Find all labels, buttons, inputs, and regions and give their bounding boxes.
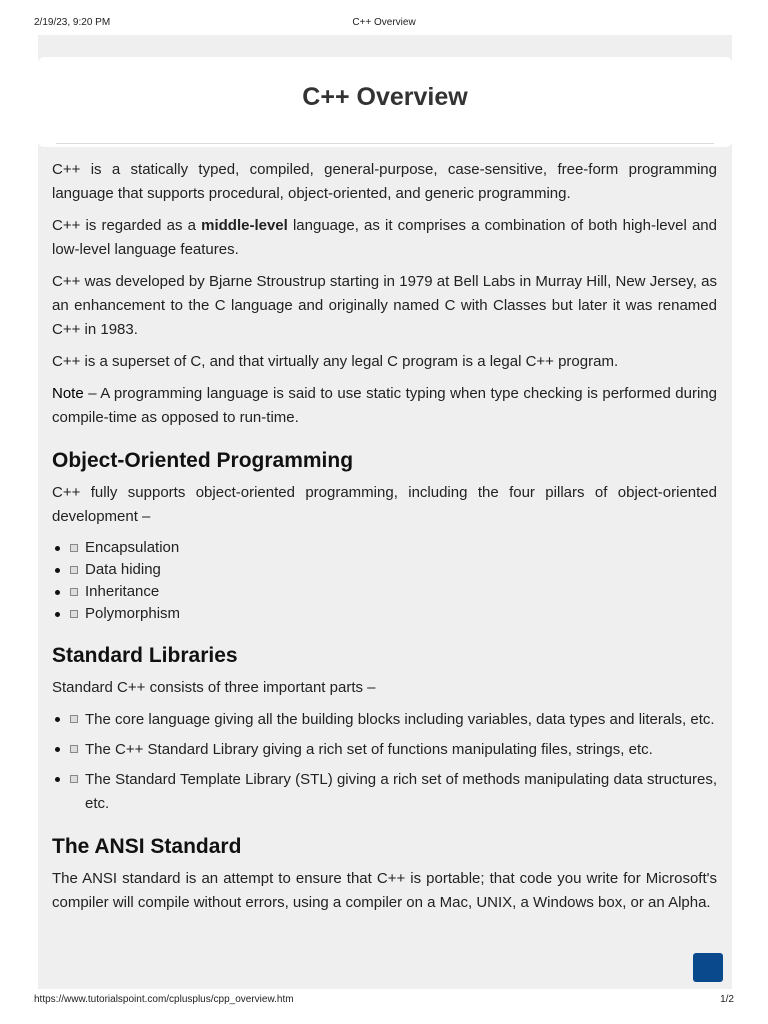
list-item (85, 581, 717, 603)
bullet-square-icon (70, 610, 78, 618)
note-paragraph (52, 382, 717, 430)
bullet-square-icon (70, 745, 78, 753)
scroll-to-top-button[interactable] (693, 953, 723, 982)
intro-p2-end: language, as it comprises a combination of both high-level and low-level language features. (52, 217, 717, 258)
heading-oop: Object-Oriented Programming (52, 449, 354, 472)
oop-list (52, 537, 717, 625)
bullet-square-icon (70, 715, 78, 723)
list-item-text: The C++ Standard Library giving a rich set of functions manipulating files, strings, etc. (85, 741, 653, 758)
intro-paragraph-3: C++ was developed by Bjarne Stroustrup starting in 1979 at Bell Labs in Murray Hill, New Jersey, as an enhancement to the C language and originally named C with Classes but later it was renamed C++ in 1983. (52, 273, 717, 338)
list-item (85, 537, 717, 559)
oop-paragraph: C++ fully supports object-oriented programming, including the four pillars of object-oriented development – (52, 484, 717, 525)
print-header (34, 17, 734, 31)
title-divider (56, 143, 714, 144)
print-page-number: 1/2 (720, 994, 734, 1005)
intro-paragraph-4: C++ is a superset of C, and that virtually any legal C program is a legal C++ program. (52, 353, 619, 370)
list-item-text: Polymorphism (85, 605, 181, 622)
heading-standard-libraries: Standard Libraries (52, 644, 238, 667)
intro-paragraph-2 (52, 214, 717, 262)
stdlib-list (52, 708, 717, 816)
bullet-square-icon (70, 588, 78, 596)
list-item (85, 559, 717, 581)
print-doc-title: C++ Overview (352, 17, 416, 28)
print-url: https://www.tutorialspoint.com/cplusplus/cpp_overview.htm (34, 994, 294, 1005)
article-page (38, 35, 732, 989)
middle-level-term: middle-level (201, 217, 288, 234)
print-datetime: 2/19/23, 9:20 PM (34, 17, 111, 28)
list-item-text: The Standard Template Library (STL) giving a rich set of methods manipulating data structures, etc. (85, 771, 717, 812)
title-card (38, 57, 732, 147)
heading-ansi-standard: The ANSI Standard (52, 835, 242, 858)
list-item (85, 603, 717, 625)
page-title: C++ Overview (302, 83, 468, 111)
intro-paragraph-1: C++ is a statically typed, compiled, general-purpose, case-sensitive, free-form programming language that supports procedural, object-oriented, and generic programming. (52, 161, 717, 202)
list-item-text: Data hiding (85, 561, 161, 578)
print-footer (34, 994, 734, 1008)
stdlib-paragraph: Standard C++ consists of three important parts – (52, 679, 376, 696)
bullet-square-icon (70, 544, 78, 552)
list-item (85, 738, 717, 762)
list-item-text: Inheritance (85, 583, 160, 600)
list-item (85, 708, 717, 732)
list-item (85, 768, 717, 816)
note-label: Note (52, 385, 84, 402)
note-text: – A programming language is said to use static typing when type checking is performed during compile-time as opposed to run-time. (52, 385, 717, 426)
bullet-square-icon (70, 566, 78, 574)
intro-p2-start: C++ is regarded as a (52, 217, 202, 234)
list-item-text: Encapsulation (85, 539, 180, 556)
list-item-text: The core language giving all the building blocks including variables, data types and literals, etc. (85, 711, 715, 728)
ansi-paragraph: The ANSI standard is an attempt to ensure that C++ is portable; that code you write for Microsoft's compiler will compile without errors, using a compiler on a Mac, UNIX, a Windows box, or an Alpha. (52, 870, 717, 911)
bullet-square-icon (70, 775, 78, 783)
article-content (52, 158, 717, 923)
